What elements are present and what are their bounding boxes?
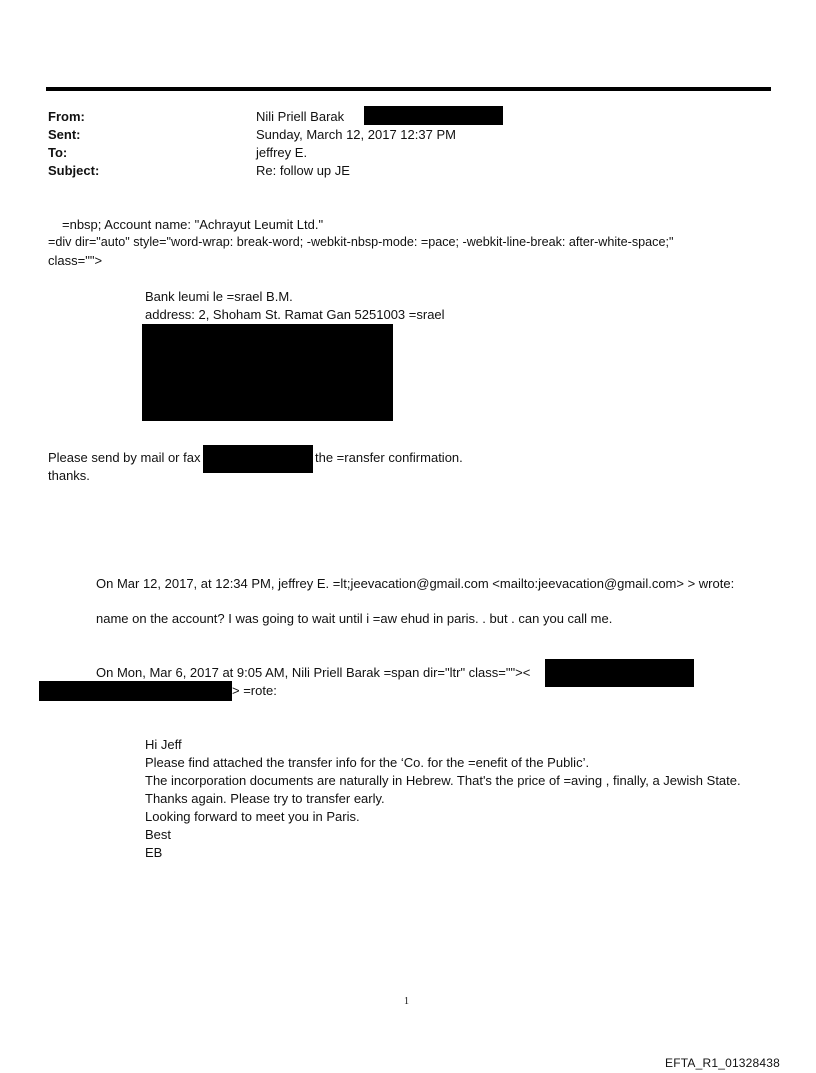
body-line-div: =div dir="auto" style="word-wrap: break-word; -webkit-nbsp-mode: =pace; -webkit-line-break: after-white-space;" — [48, 235, 674, 249]
quote2-line: The incorporation documents are naturally in Hebrew. That's the price of =aving , finally, a Jewish State. — [145, 773, 741, 788]
bank-address: address: 2, Shoham St. Ramat Gan 5251003 =srael — [145, 307, 445, 322]
from-label: From: — [48, 109, 85, 124]
to-value: jeffrey E. — [256, 145, 308, 160]
sent-label: Sent: — [48, 127, 81, 142]
quote2-intro-end: > =rote: — [232, 683, 277, 698]
from-value: Nili Priell Barak — [256, 109, 345, 124]
quote2-intro: On Mon, Mar 6, 2017 at 9:05 AM, Nili Priell Barak =span dir="ltr" class="">< — [96, 665, 531, 680]
redaction-sender-email-b — [39, 681, 232, 701]
redaction-bank-details — [142, 324, 393, 421]
quote2-line: Hi Jeff — [145, 737, 182, 752]
body-line-class: class=""> — [48, 253, 103, 268]
bank-name: Bank leumi le =srael B.M. — [145, 289, 293, 304]
quote2-line: EB — [145, 845, 163, 860]
quote2-line: Please find attached the transfer info for the ‘Co. for the =enefit of the Public’. — [145, 755, 590, 770]
transfer-confirmation-text: the =ransfer confirmation. — [315, 450, 463, 465]
body-line-account: =nbsp; Account name: "Achrayut Leumit Ltd." — [62, 217, 324, 232]
sent-value: Sunday, March 12, 2017 12:37 PM — [256, 127, 456, 142]
quote1-intro: On Mar 12, 2017, at 12:34 PM, jeffrey E. =lt;jeevacation@gmail.com <mailto:jeevacation@gmail.com> > wrote: — [96, 576, 735, 591]
quote2-line: Looking forward to meet you in Paris. — [145, 809, 360, 824]
quote2-line: Best — [145, 827, 172, 842]
redaction-fax — [203, 445, 313, 473]
redaction-from-email — [364, 106, 503, 125]
subject-value: Re: follow up JE — [256, 163, 350, 178]
subject-label: Subject: — [48, 163, 100, 178]
please-send-text: Please send by mail or fax — [48, 450, 201, 465]
bates-number: EFTA_R1_01328438 — [665, 1056, 781, 1070]
redaction-sender-email-a — [545, 659, 694, 687]
quote1-text: name on the account? I was going to wait until i =aw ehud in paris. . but . can you call me. — [96, 611, 613, 626]
quote2-line: Thanks again. Please try to transfer early. — [145, 791, 385, 806]
to-label: To: — [48, 145, 68, 160]
header-rule — [46, 87, 771, 91]
thanks-text: thanks. — [48, 468, 90, 483]
page-number: 1 — [404, 996, 409, 1007]
